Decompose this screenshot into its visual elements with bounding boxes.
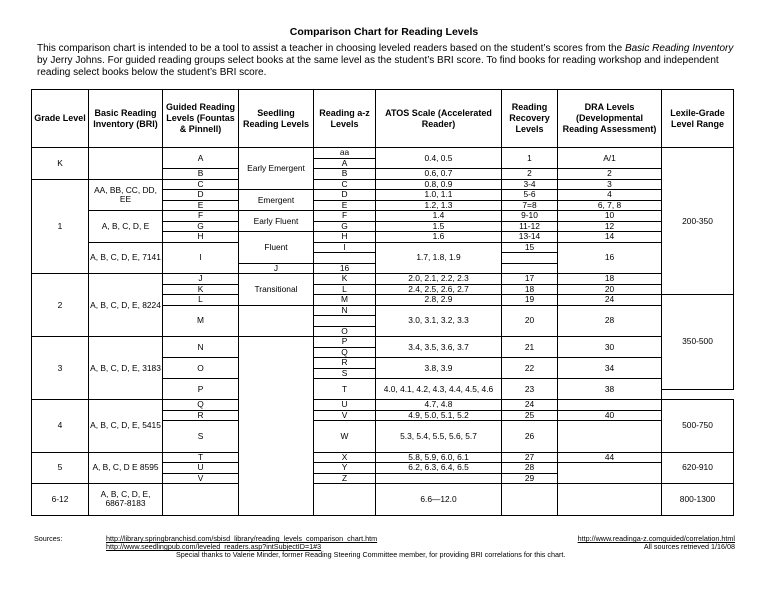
chart-title: Comparison Chart for Reading Levels: [289, 26, 479, 38]
atos-cell: 5.8, 5.9, 6.0, 6.1: [376, 452, 502, 463]
bri-cell: A, B, C, D, E, 8224: [89, 274, 163, 337]
recovery-cell: 9-10: [502, 211, 558, 222]
bri-cell: A, B, C, D, E, 7141: [89, 242, 163, 274]
dra-cell: 4: [558, 190, 662, 201]
grade-cell: 4: [32, 400, 89, 453]
az-cell: C: [314, 179, 376, 190]
az-cell: N: [314, 305, 376, 316]
az-cell: Y: [314, 463, 376, 474]
dra-cell: 38: [558, 379, 662, 400]
az-cell: B: [314, 169, 376, 180]
seedling-cell: [239, 305, 314, 337]
dra-cell: 24: [558, 295, 662, 306]
lexile-cell: 500-750: [662, 400, 734, 453]
recovery-cell: 25: [502, 410, 558, 421]
intro-book-title: Basic Reading Inventory: [624, 43, 734, 54]
dra-cell: 20: [558, 284, 662, 295]
dra-cell: 30: [558, 337, 662, 358]
atos-cell: 2.4, 2.5, 2.6, 2.7: [376, 284, 502, 295]
atos-cell: 1.6: [376, 232, 502, 243]
guided-cell: U: [163, 463, 239, 474]
bri-cell: A, B, C, D, E, 5415: [89, 400, 163, 453]
guided-cell: [163, 484, 239, 516]
az-cell: L: [314, 284, 376, 295]
az-cell: U: [314, 400, 376, 411]
header-az: Reading a-z Levels: [314, 90, 376, 148]
seedling-cell: Early Fluent: [239, 211, 314, 232]
atos-cell: 2.0, 2.1, 2.2, 2.3: [376, 274, 502, 285]
atos-cell: 4.7, 4.8: [376, 400, 502, 411]
az-cell: D: [314, 190, 376, 201]
az-cell: V: [314, 410, 376, 421]
grade-cell: 5: [32, 452, 89, 484]
recovery-cell: 20: [502, 305, 558, 337]
recovery-cell: 2: [502, 169, 558, 180]
guided-cell: A: [163, 148, 239, 169]
atos-cell: 0.6, 0.7: [376, 169, 502, 180]
bri-cell: A, B, C, D E 8595: [89, 452, 163, 484]
header-guided: Guided Reading Levels (Fountas & Pinnell): [163, 90, 239, 148]
dra-cell: 10: [558, 211, 662, 222]
atos-cell: [376, 473, 502, 484]
guided-cell: S: [163, 421, 239, 453]
recovery-cell: 17: [502, 274, 558, 285]
recovery-cell: 26: [502, 421, 558, 453]
source-link-springbranch[interactable]: http://library.springbranchisd.com/sbisd_library/reading_levels_comparison_chart.htm: [106, 534, 378, 543]
az-cell: R: [314, 358, 376, 369]
dra-cell: [558, 463, 662, 484]
intro-text-1: This comparison chart is intended to be a tool to assist a teacher in choosing leveled readers based on the student’s scores from the: [37, 43, 625, 54]
source-link-readinga-z[interactable]: http://www.readinga-z.comguided/correlation.html: [577, 534, 735, 543]
az-cell: E: [314, 200, 376, 211]
az-cell: [314, 316, 376, 327]
guided-cell: T: [163, 452, 239, 463]
recovery-cell: 11-12: [502, 221, 558, 232]
recovery-cell: 24: [502, 400, 558, 411]
sources-label: Sources:: [34, 534, 63, 543]
dra-cell: A/1: [558, 148, 662, 169]
atos-cell: 6.2, 6.3, 6.4, 6.5: [376, 463, 502, 474]
recovery-cell: 13-14: [502, 232, 558, 243]
grade-cell: 3: [32, 337, 89, 400]
dra-cell: 28: [558, 305, 662, 337]
recovery-cell: 23: [502, 379, 558, 400]
atos-cell: 6.6—12.0: [376, 484, 502, 516]
recovery-cell: [502, 484, 558, 516]
recovery-cell: 7=8: [502, 200, 558, 211]
dra-cell: 40: [558, 410, 662, 421]
az-cell: G: [314, 221, 376, 232]
guided-cell: L: [163, 295, 239, 306]
az-cell: Z: [314, 473, 376, 484]
az-cell: Q: [314, 347, 376, 358]
dra-cell: [558, 421, 662, 453]
recovery-cell: [502, 253, 558, 264]
atos-cell: 5.3, 5.4, 5.5, 5.6, 5.7: [376, 421, 502, 453]
az-cell: S: [314, 368, 376, 379]
dra-cell: 3: [558, 179, 662, 190]
dra-cell: [558, 484, 662, 516]
atos-cell: 0.8, 0.9: [376, 179, 502, 190]
recovery-cell: 22: [502, 358, 558, 379]
dra-cell: 6, 7, 8: [558, 200, 662, 211]
lexile-cell: 200-350: [662, 148, 734, 295]
dra-cell: 14: [558, 232, 662, 243]
guided-cell: E: [163, 200, 239, 211]
seedling-cell: Emergent: [239, 190, 314, 211]
guided-cell: J: [163, 274, 239, 285]
guided-cell: V: [163, 473, 239, 484]
atos-cell: 4.9, 5.0, 5.1, 5.2: [376, 410, 502, 421]
lexile-cell: 620-910: [662, 452, 734, 484]
guided-cell: I: [163, 242, 239, 274]
guided-cell: M: [163, 305, 239, 337]
recovery-cell: 19: [502, 295, 558, 306]
atos-cell: 1.7, 1.8, 1.9: [376, 242, 502, 274]
az-cell: T: [314, 379, 376, 400]
header-row: [32, 90, 734, 148]
bri-cell: A, B, C, D, E, 6867-8183: [89, 484, 163, 516]
az-cell: J: [239, 263, 314, 274]
header-grade: Grade Level: [32, 90, 89, 148]
recovery-cell: 16: [314, 263, 376, 274]
guided-cell: P: [163, 379, 239, 400]
dra-cell: 34: [558, 358, 662, 379]
bri-cell: A, B, C, D, E, 3183: [89, 337, 163, 400]
az-cell: M: [314, 295, 376, 306]
atos-cell: 1.4: [376, 211, 502, 222]
az-cell: [314, 253, 376, 264]
recovery-cell: 29: [502, 473, 558, 484]
recovery-cell: 21: [502, 337, 558, 358]
recovery-cell: 28: [502, 463, 558, 474]
lexile-cell: 800-1300: [662, 484, 734, 516]
dra-cell: 18: [558, 274, 662, 285]
dra-cell: 12: [558, 221, 662, 232]
dra-cell: 2: [558, 169, 662, 180]
retrieved-date: All sources retrieved 1/16/08: [643, 542, 735, 551]
guided-cell: G: [163, 221, 239, 232]
atos-cell: 3.0, 3.1, 3.2, 3.3: [376, 305, 502, 337]
thanks-note: Special thanks to Valerie Minder, former Reading Steering Committee member, for providing BRI correlations for this chart.: [176, 550, 566, 559]
seedling-cell: [239, 337, 314, 516]
header-atos: ATOS Scale (Accelerated Reader): [376, 90, 502, 148]
guided-cell: Q: [163, 400, 239, 411]
recovery-cell: 27: [502, 452, 558, 463]
atos-cell: 1.2, 1.3: [376, 200, 502, 211]
header-dra: DRA Levels (Developmental Reading Assessment): [558, 90, 662, 148]
az-cell: X: [314, 452, 376, 463]
grade-cell: K: [32, 148, 89, 180]
az-cell: W: [314, 421, 376, 453]
intro-text-2: by Jerry Johns. For guided reading groups select books at the same level as the student’s BRI score. To find books for reading workshop and independent reading select books below the student’s BRI score.: [37, 55, 719, 78]
az-cell: O: [314, 326, 376, 337]
bri-cell: [89, 148, 163, 180]
az-cell: F: [314, 211, 376, 222]
bri-cell: A, B, C, D, E: [89, 211, 163, 243]
atos-cell: 1.0, 1.1: [376, 190, 502, 201]
az-cell: H: [314, 232, 376, 243]
source-link-seedling[interactable]: http://www.seedlingpub.com/leveled_readers.asp?intSubjectID=1#3: [106, 542, 322, 551]
atos-cell: 1.5: [376, 221, 502, 232]
guided-cell: B: [163, 169, 239, 180]
guided-cell: H: [163, 232, 239, 243]
atos-cell: 3.4, 3.5, 3.6, 3.7: [376, 337, 502, 358]
az-cell: A: [314, 158, 376, 169]
recovery-cell: 3-4: [502, 179, 558, 190]
recovery-cell: 1: [502, 148, 558, 169]
guided-cell: D: [163, 190, 239, 201]
az-cell: aa: [314, 148, 376, 159]
recovery-cell: 18: [502, 284, 558, 295]
guided-cell: R: [163, 410, 239, 421]
az-cell: K: [314, 274, 376, 285]
atos-cell: 4.0, 4.1, 4.2, 4.3, 4.4, 4.5, 4.6: [376, 379, 502, 400]
guided-cell: F: [163, 211, 239, 222]
lexile-cell: 350-500: [662, 295, 734, 390]
guided-cell: O: [163, 358, 239, 379]
guided-cell: K: [163, 284, 239, 295]
seedling-cell: Fluent: [239, 232, 314, 264]
recovery-cell: 5-6: [502, 190, 558, 201]
dra-cell: 16: [558, 242, 662, 274]
grade-cell: 6-12: [32, 484, 89, 516]
dra-cell: [558, 400, 662, 411]
guided-cell: N: [163, 337, 239, 358]
recovery-cell: 15: [502, 242, 558, 253]
header-seedling: Seedling Reading Levels: [239, 90, 314, 148]
atos-cell: 0.4, 0.5: [376, 148, 502, 169]
az-cell: P: [314, 337, 376, 348]
grade-cell: 1: [32, 179, 89, 274]
atos-cell: 2.8, 2.9: [376, 295, 502, 306]
guided-cell: C: [163, 179, 239, 190]
seedling-cell: Early Emergent: [239, 148, 314, 190]
header-lexile: Lexile-Grade Level Range: [662, 90, 734, 148]
bri-cell: AA, BB, CC, DD, EE: [89, 179, 163, 211]
seedling-cell: Transitional: [239, 274, 314, 306]
az-cell: I: [314, 242, 376, 253]
header-recovery: Reading Recovery Levels: [502, 90, 558, 148]
intro-paragraph: [37, 43, 737, 79]
atos-cell: 3.8, 3.9: [376, 358, 502, 379]
dra-cell: 44: [558, 452, 662, 463]
grade-cell: 2: [32, 274, 89, 337]
reading-levels-table: [31, 89, 734, 516]
az-cell: [314, 484, 376, 516]
header-bri: Basic Reading Inventory (BRI): [89, 90, 163, 148]
